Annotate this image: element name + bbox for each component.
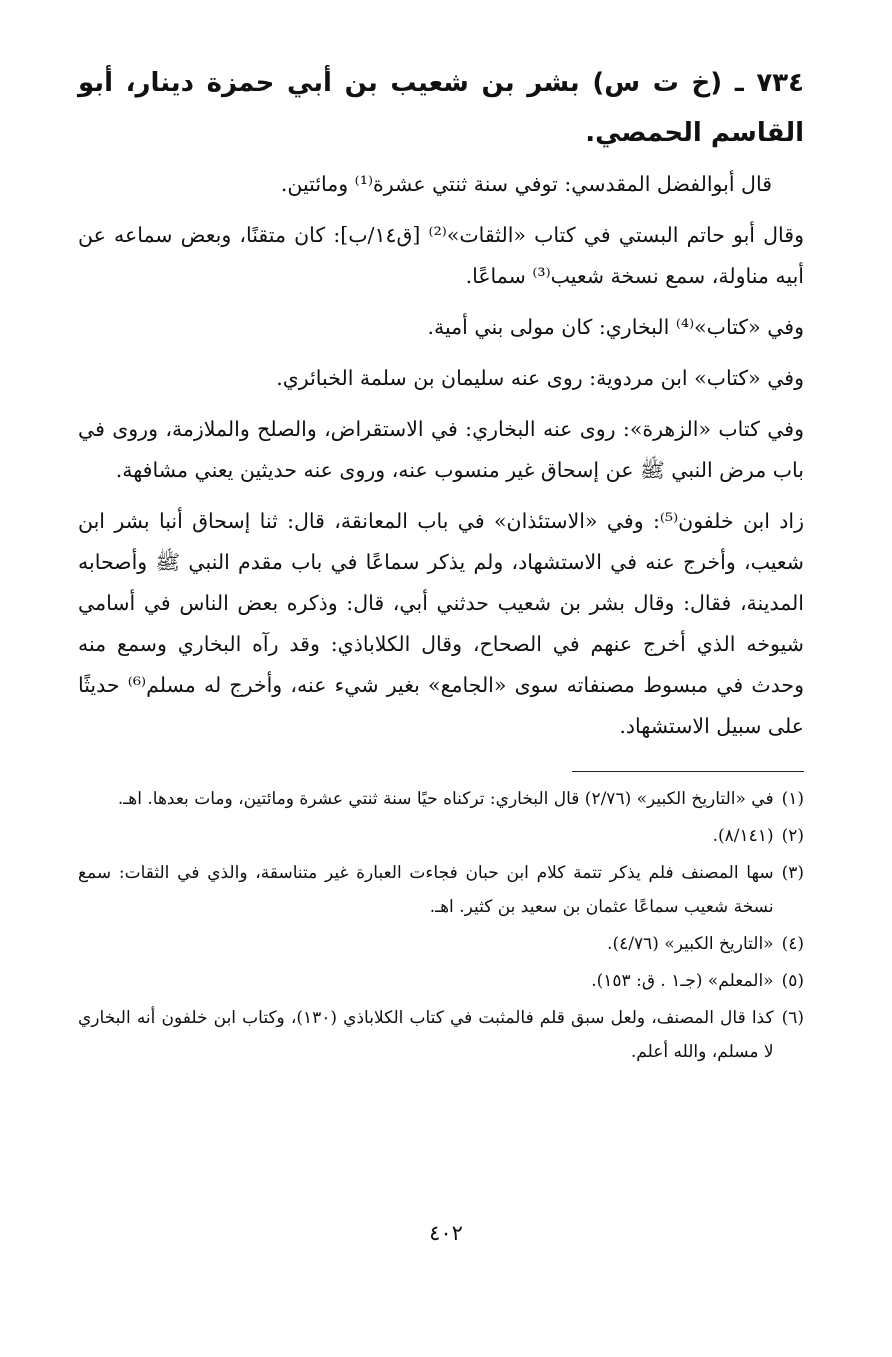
footnote-item [78,782,804,816]
footnote-number: (١) [781,789,804,809]
footnote-number: (٥) [781,971,804,991]
footnote-text: كذا قال المصنف، ولعل سبق قلم فالمثبت في كتاب الكلاباذي (١٣٠)، وكتاب ابن خلفون أنه البخاري لا مسلم، والله أعلم. [78,1008,774,1062]
footnote-text: «المعلم» (جـ١ . ق: ١٥٣). [591,971,774,991]
book-page [78,58,804,1072]
footnote-number: (٣) [781,863,804,883]
footnote-item [78,856,804,924]
footnote-separator [572,771,804,772]
footnote-number: (٤) [781,934,804,954]
footnote-item [78,964,804,998]
footnotes [78,782,804,1069]
footnote-text: «التاريخ الكبير» (٤/٧٦). [607,934,774,954]
footnote-number: (٦) [781,1008,804,1028]
paragraph-ibn-khalfun: زاد ابن خلفون⁽⁵⁾: وفي «الاستئذان» في باب المعانقة، قال: ثنا إسحاق أنبا بشر ابن شعيب، وأخرج عنه في الاستشهاد، ولم يذكر سماعًا في باب مقدم النبي ﷺ وأصحابه المدينة، فقال: وقال بشر بن شعيب حدثني أبي، قال: وذكره بعض الناس في أسامي شيوخه الذي أخرج عنهم في الصحاح، وقال الكلاباذي: وقد رآه البخاري وسمع منه وحدث في مبسوط مصنفاته سوى «الجامع» بغير شيء عنه، وأخرج له مسلم⁽⁶⁾ حديثًا على سبيل الاستشهاد. [78,509,805,738]
footnote-text: في «التاريخ الكبير» (٢/٧٦) قال البخاري: تركناه حيًا سنة ثنتي عشرة ومائتين، ومات بعدها. اهـ. [117,789,774,809]
footnote-item [78,927,804,961]
paragraph-al-zahra: وفي كتاب «الزهرة»: روى عنه البخاري: في الاستقراض، والصلح والملازمة، وروى في باب مرض النبي ﷺ عن إسحاق غير منسوب عنه، وروى عنه حديثين يعني مشافهة. [78,417,804,482]
footnote-item [78,819,804,853]
footnote-text: (٨/١٤١). [712,826,774,846]
footnote-item [78,1001,804,1069]
page-number: ٤٠٢ [429,1221,463,1245]
entry-heading: ٧٣٤ ـ (خ ت س) بشر بن شعيب بن أبي حمزة دينار، أبو القاسم الحمصي. [78,68,804,148]
footnote-number: (٢) [781,826,804,846]
paragraph-ibn-mardawayh: وفي «كتاب» ابن مردوية: روى عنه سليمان بن سلمة الخبائري. [276,366,804,390]
paragraph-death-date: قال أبوالفضل المقدسي: توفي سنة ثنتي عشرة⁽¹⁾ ومائتين. [280,172,772,196]
footnote-text: سها المصنف فلم يذكر تتمة كلام ابن حبان فجاءت العبارة غير متناسقة، والذي في الثقات: سمع نسخة شعيب سماعًا عثمان بن سعيد بن كثير. اهـ. [78,863,774,917]
paragraph-bukhari-book: وفي «كتاب»⁽⁴⁾ البخاري: كان مولى بني أمية. [427,315,804,339]
paragraph-abu-hatim: وقال أبو حاتم البستي في كتاب «الثقات»⁽²⁾ [ق١٤/ب]: كان متقنًا، وبعض سماعه عن أبيه مناولة، سمع نسخة شعيب⁽³⁾ سماعًا. [78,223,804,288]
